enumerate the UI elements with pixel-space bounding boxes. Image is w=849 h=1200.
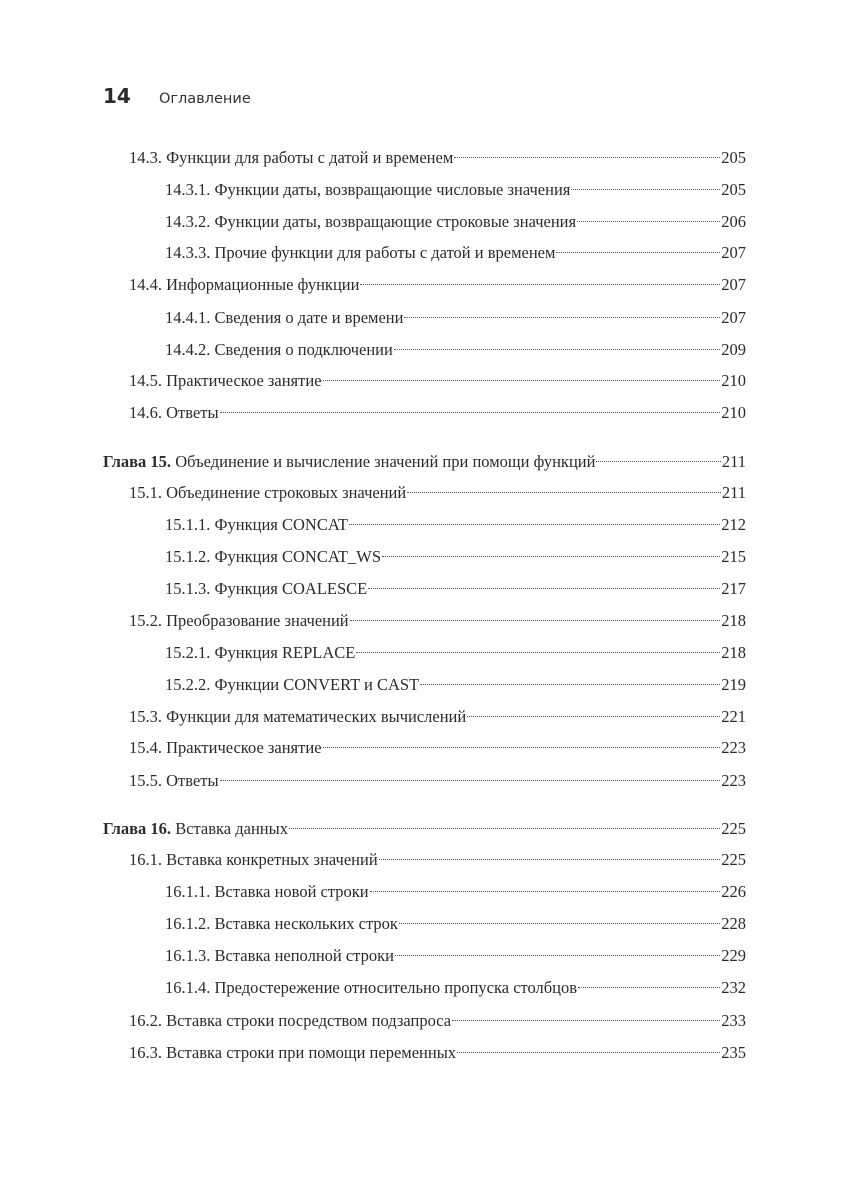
toc-page-number: 221 (721, 707, 746, 726)
toc-page-number: 232 (721, 978, 746, 997)
toc-entry-text: Вставка конкретных значений (162, 850, 378, 869)
toc-entry-number: 16.1.4. (165, 978, 211, 997)
dot-leader (578, 987, 720, 988)
toc-entry-number: 15.2. (129, 611, 162, 630)
dot-leader (420, 684, 720, 685)
toc-entry (165, 880, 746, 904)
toc-entry-title (165, 241, 555, 265)
toc-entry-text: Функция CONCAT (210, 515, 349, 534)
toc-entry (129, 369, 746, 393)
toc-entry-title (165, 513, 348, 537)
toc-entry (129, 848, 746, 872)
toc-entry-text: Функция CONCAT_WS (210, 547, 382, 566)
toc-entry (165, 178, 746, 202)
toc-entry-title (165, 912, 398, 936)
dot-leader (360, 284, 720, 285)
toc-page-number: 205 (721, 180, 746, 199)
toc-chapter-entry (103, 450, 746, 474)
running-title: Оглавление (159, 91, 251, 107)
toc-page-number: 206 (721, 212, 746, 231)
toc-page-number: 211 (721, 452, 746, 471)
toc-entry-number: 14.3.2. (165, 212, 211, 231)
toc-entry-number: Глава 16. (103, 819, 172, 838)
toc-entry (129, 705, 746, 729)
toc-entry-title (129, 848, 378, 872)
toc-entry (129, 146, 746, 170)
toc-entry-title (129, 705, 466, 729)
toc-entry (165, 976, 746, 1000)
toc-page-number: 210 (721, 403, 746, 422)
dot-leader (571, 189, 720, 190)
toc-entry-title (165, 944, 394, 968)
toc-entry-text: Ответы (162, 403, 219, 422)
toc-entry-number: 14.3.1. (165, 180, 211, 199)
dot-leader (220, 780, 721, 781)
toc-entry (129, 481, 746, 505)
toc-entry-number: 16.1. (129, 850, 162, 869)
dot-leader (407, 492, 721, 493)
toc-page-number: 219 (721, 675, 746, 694)
toc-entry-number: 15.2.1. (165, 643, 211, 662)
toc-entry-number: 14.5. (129, 371, 162, 390)
toc-entry (165, 241, 746, 265)
toc-entry-number: 16.1.2. (165, 914, 211, 933)
toc-entry-number: 16.1.3. (165, 946, 211, 965)
toc-page-number: 228 (721, 914, 746, 933)
dot-leader (289, 828, 720, 829)
toc-entry-text: Сведения о подключении (210, 340, 393, 359)
toc-entry-number: Глава 15. (103, 452, 172, 471)
toc-entry-text: Объединение и вычисление значений при помощи функций (171, 452, 596, 471)
toc-entry-title (165, 976, 577, 1000)
toc-entry-number: 14.4.1. (165, 308, 211, 327)
toc-entry-number: 14.3. (129, 148, 162, 167)
toc-entry-text: Вставка строки посредством подзапроса (162, 1011, 452, 1030)
toc-entry-number: 14.4. (129, 275, 162, 294)
toc-entry (129, 736, 746, 760)
toc-entry (165, 577, 746, 601)
toc-page-number: 223 (721, 738, 746, 757)
toc-page-number: 225 (721, 819, 746, 838)
toc-entry-text: Практическое занятие (162, 738, 322, 757)
toc-entry-number: 16.2. (129, 1011, 162, 1030)
dot-leader (454, 157, 720, 158)
dot-leader (379, 859, 721, 860)
toc-entry-text: Прочие функции для работы с датой и временем (210, 243, 556, 262)
toc-page-number: 218 (721, 643, 746, 662)
toc-entry-number: 15.1.2. (165, 547, 211, 566)
toc-entry-text: Вставка строки при помощи переменных (162, 1043, 457, 1062)
toc-entry-title (165, 210, 576, 234)
toc-entry-number: 15.2.2. (165, 675, 211, 694)
toc-page-number: 207 (721, 275, 746, 294)
dot-leader (220, 412, 721, 413)
toc-entry-number: 15.3. (129, 707, 162, 726)
toc-page-number: 225 (721, 850, 746, 869)
toc-entry-text: Функция REPLACE (210, 643, 356, 662)
toc-entry-text: Функция COALESCE (210, 579, 368, 598)
toc-entry-title (165, 880, 369, 904)
toc-entry (129, 769, 746, 793)
toc-entry-title (103, 450, 595, 474)
toc-page-number: 207 (721, 243, 746, 262)
toc-entry-number: 15.4. (129, 738, 162, 757)
toc-entry-text: Вставка нескольких строк (210, 914, 398, 933)
toc-entry-text: Функции для работы с датой и временем (162, 148, 454, 167)
toc-entry-text: Сведения о дате и времени (210, 308, 404, 327)
toc-entry-title (129, 609, 349, 633)
dot-leader (399, 923, 720, 924)
toc-entry-text: Функции CONVERT и CAST (210, 675, 420, 694)
toc-entry-title (165, 306, 403, 330)
toc-entry-title (129, 481, 406, 505)
toc-entry-text: Вставка новой строки (210, 882, 369, 901)
dot-leader (323, 380, 721, 381)
toc-page-number: 207 (721, 308, 746, 327)
toc-entry-number: 15.1.1. (165, 515, 211, 534)
toc-entry-text: Вставка данных (171, 819, 288, 838)
toc-entry-number: 14.4.2. (165, 340, 211, 359)
toc-entry-title (165, 641, 355, 665)
dot-leader (457, 1052, 720, 1053)
toc-entry-title (165, 577, 367, 601)
toc-page-number: 226 (721, 882, 746, 901)
toc-entry-number: 14.6. (129, 403, 162, 422)
toc-entry-text: Ответы (162, 771, 219, 790)
dot-leader (349, 524, 720, 525)
toc-entry-number: 15.1.3. (165, 579, 211, 598)
toc-page-number: 210 (721, 371, 746, 390)
page-header (103, 84, 251, 114)
toc-entry-title (103, 817, 288, 841)
toc-page-number: 209 (721, 340, 746, 359)
toc-entry-title (129, 1009, 451, 1033)
toc-entry-title (129, 769, 219, 793)
toc-entry-title (129, 736, 322, 760)
toc-entry-number: 14.3.3. (165, 243, 211, 262)
dot-leader (404, 317, 720, 318)
toc-page-number: 223 (721, 771, 746, 790)
dot-leader (368, 588, 720, 589)
toc-page-number: 212 (721, 515, 746, 534)
toc-entry-text: Практическое занятие (162, 371, 322, 390)
dot-leader (382, 556, 720, 557)
dot-leader (370, 891, 721, 892)
toc-entry-number: 15.5. (129, 771, 162, 790)
dot-leader (452, 1020, 720, 1021)
toc-entry-title (165, 338, 393, 362)
toc-entry-title (129, 273, 359, 297)
dot-leader (356, 652, 720, 653)
dot-leader (556, 252, 720, 253)
toc-entry-title (129, 1041, 456, 1065)
toc-entry-text: Функции даты, возвращающие строковые значения (210, 212, 577, 231)
toc-entry (129, 401, 746, 425)
toc-entry-number: 16.1.1. (165, 882, 211, 901)
dot-leader (394, 349, 720, 350)
toc-entry (165, 513, 746, 537)
dot-leader (596, 461, 720, 462)
toc-entry-text: Объединение строковых значений (162, 483, 407, 502)
dot-leader (350, 620, 721, 621)
toc-entry-title (129, 369, 322, 393)
dot-leader (577, 221, 720, 222)
toc-entry-text: Информационные функции (162, 275, 360, 294)
toc-entry-text: Вставка неполной строки (210, 946, 394, 965)
toc-page-number: 229 (721, 946, 746, 965)
toc-entry-title (129, 146, 453, 170)
toc-entry (129, 1041, 746, 1065)
dot-leader (395, 955, 720, 956)
toc-entry-text: Функции даты, возвращающие числовые значения (210, 180, 571, 199)
dot-leader (467, 716, 720, 717)
toc-page-number: 235 (721, 1043, 746, 1062)
toc-entry-title (165, 673, 419, 697)
toc-entry (165, 944, 746, 968)
toc-entry-number: 15.1. (129, 483, 162, 502)
toc-entry (129, 1009, 746, 1033)
toc-page-number: 211 (721, 483, 746, 502)
toc-entry-title (165, 178, 570, 202)
toc-entry (129, 273, 746, 297)
toc-page-number: 215 (721, 547, 746, 566)
toc-page-number: 233 (721, 1011, 746, 1030)
toc-entry (129, 609, 746, 633)
toc-entry-number: 16.3. (129, 1043, 162, 1062)
toc-chapter-entry (103, 817, 746, 841)
toc-page-number: 218 (721, 611, 746, 630)
toc-entry (165, 641, 746, 665)
toc-entry (165, 673, 746, 697)
toc-entry-text: Функции для математических вычислений (162, 707, 467, 726)
toc-entry-text: Предостережение относительно пропуска столбцов (210, 978, 578, 997)
toc-entry (165, 210, 746, 234)
dot-leader (323, 747, 721, 748)
page-number: 14 (103, 84, 131, 108)
toc-entry-text: Преобразование значений (162, 611, 349, 630)
toc-page-number: 217 (721, 579, 746, 598)
toc-entry (165, 306, 746, 330)
toc-entry (165, 912, 746, 936)
toc-entry-title (129, 401, 219, 425)
toc-page-number: 205 (721, 148, 746, 167)
toc-entry-title (165, 545, 381, 569)
toc-entry (165, 338, 746, 362)
toc-entry (165, 545, 746, 569)
